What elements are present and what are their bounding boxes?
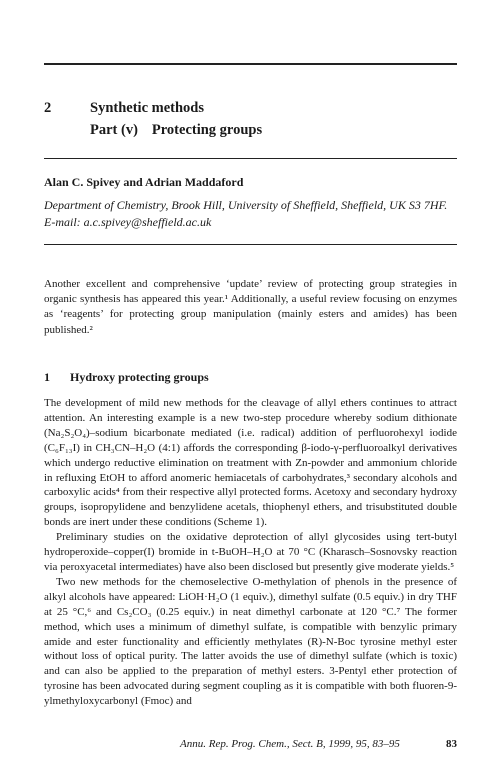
chapter-subtitle-line	[90, 120, 262, 141]
affiliation-rule	[44, 244, 457, 245]
chapter-part: Part (v)	[90, 122, 138, 138]
authors: Alan C. Spivey and Adrian Maddaford	[44, 175, 244, 189]
chapter-subtitle: Protecting groups	[151, 122, 263, 138]
section-heading	[44, 370, 209, 385]
affiliation: Department of Chemistry, Brook Hill, University of Sheffield, Sheffield, UK S3 7HF. E-mail: a.c.spivey@sheffield.ac.uk	[44, 198, 448, 229]
chapter-title: Synthetic methods	[90, 100, 204, 116]
chapter-number: 2	[44, 100, 52, 116]
page-footer	[180, 738, 457, 750]
page-number: 83	[446, 738, 457, 750]
section-number: 1	[44, 370, 50, 384]
body-paragraph-3: Two new methods for the chemoselective O-methylation of phenols in the presence of alkyl alcohols have appeared: LiOH·H₂O (1 equiv.), dimethyl sulfate (0.5 equiv.) in dry THF at 25 °C,⁶ and Cs₂CO₃ (0.25 equiv.) in neat dimethyl carbonate at 120 °C.⁷ The former method, which uses a minimum of dimethyl sulfate, is compatible with benzylic primary amide and ester functionality and efficiently methylates (R)-N-Boc tyrosine methyl ester without loss of optical purity. The latter avoids the use of dimethyl sulfate (which is toxic) and can also be applied to the preparation of methyl esters. 3-Pentyl ether protection of tyrosine has been advocated during segment coupling as it is compatible with both fluoren-9-ylmethyloxycarbonyl (Fmoc) and	[44, 575, 457, 708]
body-paragraph-1: The development of mild new methods for the cleavage of allyl ethers continues to attract attention. An interesting example is a new two-step procedure whereby sodium dithionate (Na₂S₂O₄)–sodium bicarbonate mediated (i.e. radical) addition of perfluorohexyl iodide (C₆F₁₃I) in CH₃CN–H₂O (4:1) affords the corresponding β-iodo-γ-perfluoroalkyl derivatives which undergo reductive elimination on treatment with Zn-powder and ammonium chloride in refluxing EtOH to afford anomeric hemiacetals of carbohydrates,³ secondary alcohols and carboxylic acids⁴ from their respective allyl protected forms. Acetoxy and secondary hydroxy groups, isopropylidene and benzylidene acetals, thiophenyl ethers, and trisubstituted double bonds are inert under these conditions (Scheme 1).	[44, 397, 457, 529]
section-title: Hydroxy protecting groups	[70, 370, 209, 384]
header-rule	[44, 158, 457, 159]
body-paragraph-2: Preliminary studies on the oxidative deprotection of allyl glycosides using tert-butyl hydroperoxide–copper(I) bromide in t-BuOH–H₂O at 70 °C (Kharasch–Sosnovsky reaction via peroxyacetal intermediates) have also been disclosed but presently give moderate yields.⁵	[44, 531, 457, 573]
footer-citation: Annu. Rep. Prog. Chem., Sect. B, 1999, 95, 83–95	[180, 738, 400, 750]
body-text	[44, 396, 457, 709]
intro-paragraph: Another excellent and comprehensive ‘update’ review of protecting group strategies in organic synthesis has appeared this year.¹ Additionally, a useful review focusing on enzymes as ‘reagents’ for protecting group manipulation (mainly esters and amides) has been published.²	[44, 278, 457, 336]
top-rule	[44, 63, 457, 65]
